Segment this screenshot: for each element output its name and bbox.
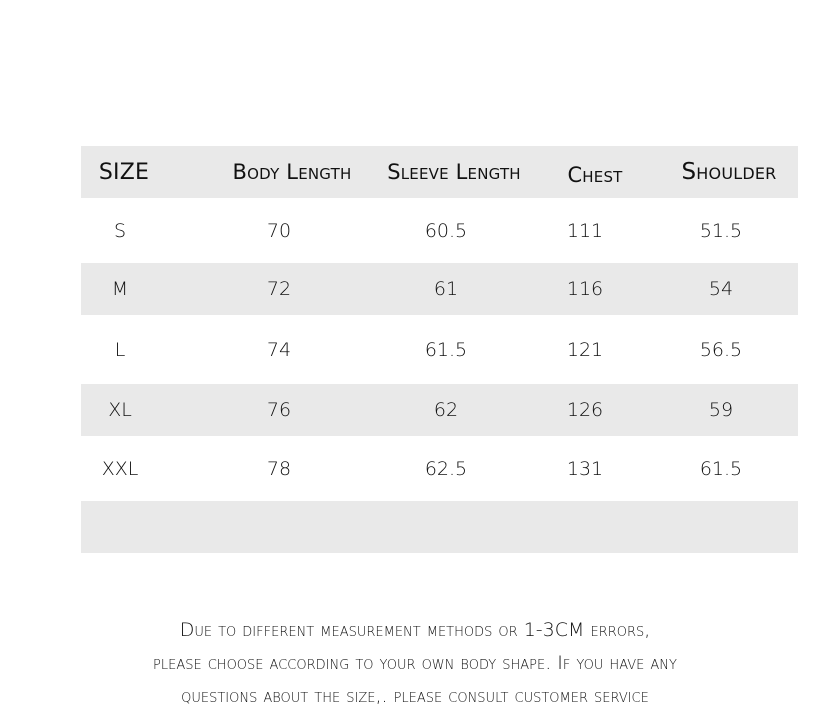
shoulder-cell: 59 [708, 399, 734, 421]
table-row [81, 315, 798, 384]
size-cell: S [113, 219, 127, 242]
table-row [81, 384, 798, 436]
sleeve-length-cell: 60.5 [424, 219, 468, 242]
sleeve-length-cell: 61 [433, 278, 459, 300]
chest-cell: 111 [566, 219, 604, 242]
table-row [81, 263, 798, 315]
size-cell: XL [108, 399, 132, 421]
header-sleeve-length: Sleeve Length [387, 160, 521, 184]
shoulder-cell: 51.5 [699, 219, 743, 242]
sleeve-length-cell: 61.5 [424, 338, 468, 361]
shoulder-cell: 56.5 [699, 338, 743, 361]
chest-cell: 116 [566, 278, 604, 300]
shoulder-cell: 54 [708, 278, 734, 300]
body-length-cell: 72 [266, 278, 292, 300]
size-cell: L [114, 338, 126, 361]
chest-cell: 131 [566, 457, 604, 480]
body-length-cell: 70 [266, 219, 292, 242]
size-chart-table [81, 146, 798, 553]
body-length-cell: 78 [266, 457, 292, 480]
table-header-row [81, 146, 798, 198]
body-length-cell: 74 [266, 338, 292, 361]
chest-cell: 121 [566, 338, 604, 361]
notice-line: questions about the size,. please consult customer service [181, 685, 649, 707]
empty-table-row [81, 501, 798, 553]
header-body-length: Body Length [232, 160, 352, 184]
measurement-notice [60, 614, 770, 713]
table-row [81, 198, 798, 263]
size-cell: M [111, 278, 129, 300]
chest-cell: 126 [566, 399, 604, 421]
sleeve-length-cell: 62.5 [424, 457, 468, 480]
sleeve-length-cell: 62 [433, 399, 459, 421]
notice-line: please choose according to your own body shape. If you have any [153, 652, 677, 674]
notice-line: Due to different measurement methods or 1-3CM errors, [179, 619, 651, 641]
body-length-cell: 76 [266, 399, 292, 421]
size-cell: XXL [101, 457, 139, 480]
header-shoulder: Shoulder [681, 159, 777, 185]
shoulder-cell: 61.5 [699, 457, 743, 480]
table-row [81, 436, 798, 501]
header-chest: Chest [567, 163, 623, 187]
header-size: SIZE [98, 159, 150, 185]
